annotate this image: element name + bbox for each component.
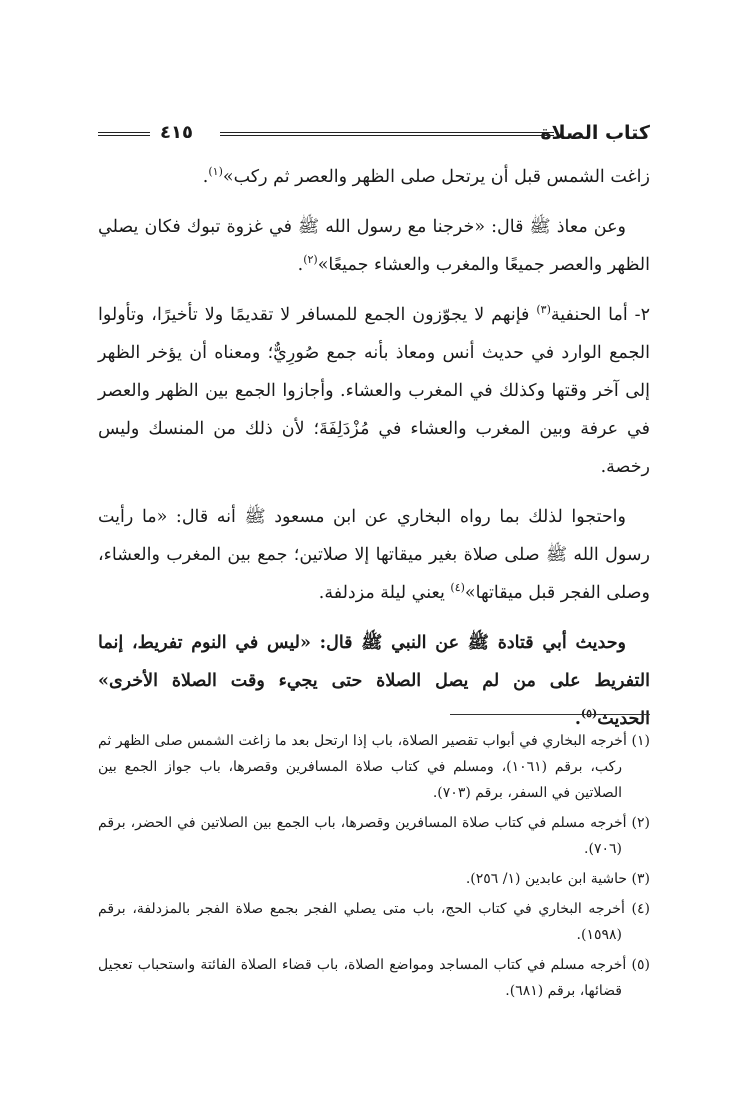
footnotes xyxy=(98,728,650,1008)
paragraph-3-text-b: فإنهم لا يجوّزون الجمع للمسافر لا تقديمًا ولا تأخيرًا، وتأولوا الجمع الوارد في حديث أنس ومعاذ بأنه جمع صُورِيٌّ؛ ومعناه أن يؤخر الظهر إلى آخر وقتها وكذلك في المغرب والعشاء. وأجازوا الجمع بين الظهر والعصر في عرفة وبين المغرب والعشاء في مُزْدَلِفَةَ؛ لأن ذلك من المنسك وليس رخصة. xyxy=(98,305,650,477)
paragraph-5 xyxy=(98,624,650,738)
paragraph-5-end: . xyxy=(574,709,581,729)
paragraph-5-text: وحديث أبي قتادة ﷺ عن النبي ﷺ قال: «ليس في النوم تفريط، إنما التفريط على من لم يصل الصلاة حتى يجيء وقت الصلاة الأخرى» الحديث xyxy=(98,633,650,729)
paragraph-4-text-a: واحتجوا لذلك بما رواه البخاري عن ابن مسعود ﷺ أنه قال: «ما رأيت رسول الله ﷺ صلى صلاة بغير ميقاتها إلا صلاتين؛ جمع بين المغرب والعشاء، وصلى الفجر قبل ميقاتها» xyxy=(98,507,650,603)
header-rule-short xyxy=(98,132,150,136)
book-title: كتاب الصلاة xyxy=(540,122,650,144)
footnote-separator xyxy=(450,714,650,715)
main-text xyxy=(98,158,650,750)
paragraph-2-end: . xyxy=(297,255,304,275)
footnote-5: (٥) أخرجه مسلم في كتاب المساجد ومواضع الصلاة، باب قضاء الصلاة الفائتة واستحباب تعجيل قضائها، برقم (٦٨١). xyxy=(98,957,650,999)
footnote-ref-1: (١) xyxy=(208,165,223,179)
footnote-1: (١) أخرجه البخاري في أبواب تقصير الصلاة، باب إذا ارتحل بعد ما زاغت الشمس صلى الظهر ثم ركب، برقم (١٠٦١)، ومسلم في كتاب صلاة المسافرين وقصرها، باب جواز الجمع بين الصلاتين في السفر، برقم (٧٠٣). xyxy=(98,733,650,801)
page-number: ٤١٥ xyxy=(160,122,193,143)
paragraph-3 xyxy=(98,296,650,486)
footnote-2: (٢) أخرجه مسلم في كتاب صلاة المسافرين وقصرها، باب الجمع بين الصلاتين في الحضر، برقم (٧٠٦). xyxy=(98,815,650,857)
running-head xyxy=(98,118,650,148)
footnote-ref-3: (٣) xyxy=(536,303,551,317)
footnote-4: (٤) أخرجه البخاري في كتاب الحج، باب متى يصلي الفجر بجمع صلاة الفجر بالمزدلفة، برقم (١٥٩٨). xyxy=(98,901,650,943)
footnote-ref-5: (٥) xyxy=(580,707,598,721)
header-rule-long xyxy=(220,132,554,136)
paragraph-2 xyxy=(98,208,650,284)
footnote-ref-4: (٤) xyxy=(450,581,465,595)
paragraph-1-end: . xyxy=(202,167,209,187)
paragraph-4 xyxy=(98,498,650,612)
paragraph-1-text: زاغت الشمس قبل أن يرتحل صلى الظهر والعصر ثم ركب» xyxy=(222,167,650,187)
footnote-3: (٣) حاشية ابن عابدين (١/ ٢٥٦). xyxy=(465,871,650,887)
paragraph-2-text: وعن معاذ ﷺ قال: «خرجنا مع رسول الله ﷺ في غزوة تبوك فكان يصلي الظهر والعصر جميعًا والمغرب والعشاء جميعًا» xyxy=(98,217,650,275)
paragraph-1 xyxy=(98,158,650,196)
paragraph-3-text-a: ٢- أما الحنفية xyxy=(550,305,650,325)
paragraph-4-text-b: يعني ليلة مزدلفة. xyxy=(318,583,451,603)
footnote-ref-2: (٢) xyxy=(303,253,318,267)
